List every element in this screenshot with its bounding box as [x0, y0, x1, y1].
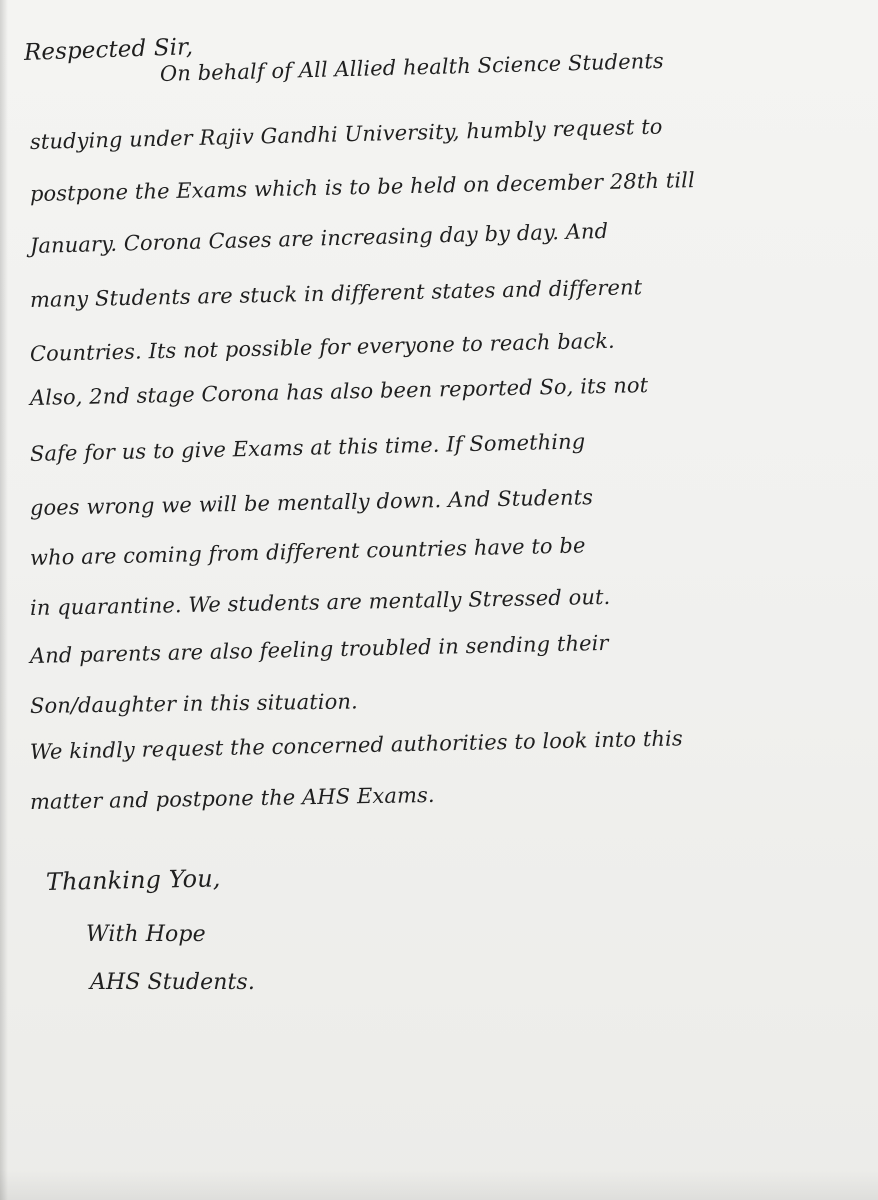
closing-hope: With Hope [86, 922, 206, 947]
body-line-10: who are coming from different countries have to be [29, 533, 586, 570]
paper-shadow-left [0, 0, 8, 1200]
body-line-7: Also, 2nd stage Corona has also been reported So, its not [29, 373, 649, 410]
body-line-13: Son/daughter in this situation. [29, 689, 358, 718]
paper-shadow-bottom [0, 1170, 878, 1200]
body-line-12: And parents are also feeling troubled in sending their [29, 630, 609, 668]
body-line-3: postpone the Exams which is to be held on december 28th till [29, 168, 696, 206]
closing-thanks: Thanking You, [45, 864, 221, 896]
body-line-5: many Students are stuck in different states and different [29, 275, 643, 312]
body-line-14: We kindly request the concerned authorities to look into this [29, 726, 683, 764]
body-line-4: January. Corona Cases are increasing day by day. And [29, 218, 609, 258]
body-line-8: Safe for us to give Exams at this time. If Something [29, 429, 586, 466]
letter-salutation: Respected Sir, [23, 34, 194, 66]
body-line-15: matter and postpone the AHS Exams. [29, 782, 435, 814]
body-line-9: goes wrong we will be mentally down. And Students [29, 485, 594, 520]
body-line-11: in quarantine. We students are mentally Stressed out. [29, 584, 611, 620]
body-line-6: Countries. Its not possible for everyone to reach back. [29, 328, 616, 366]
signature-ahs-students: AHS Students. [90, 970, 255, 995]
body-line-2: studying under Rajiv Gandhi University, humbly request to [29, 114, 663, 154]
body-line-1: On behalf of All Allied health Science Students [159, 48, 665, 86]
